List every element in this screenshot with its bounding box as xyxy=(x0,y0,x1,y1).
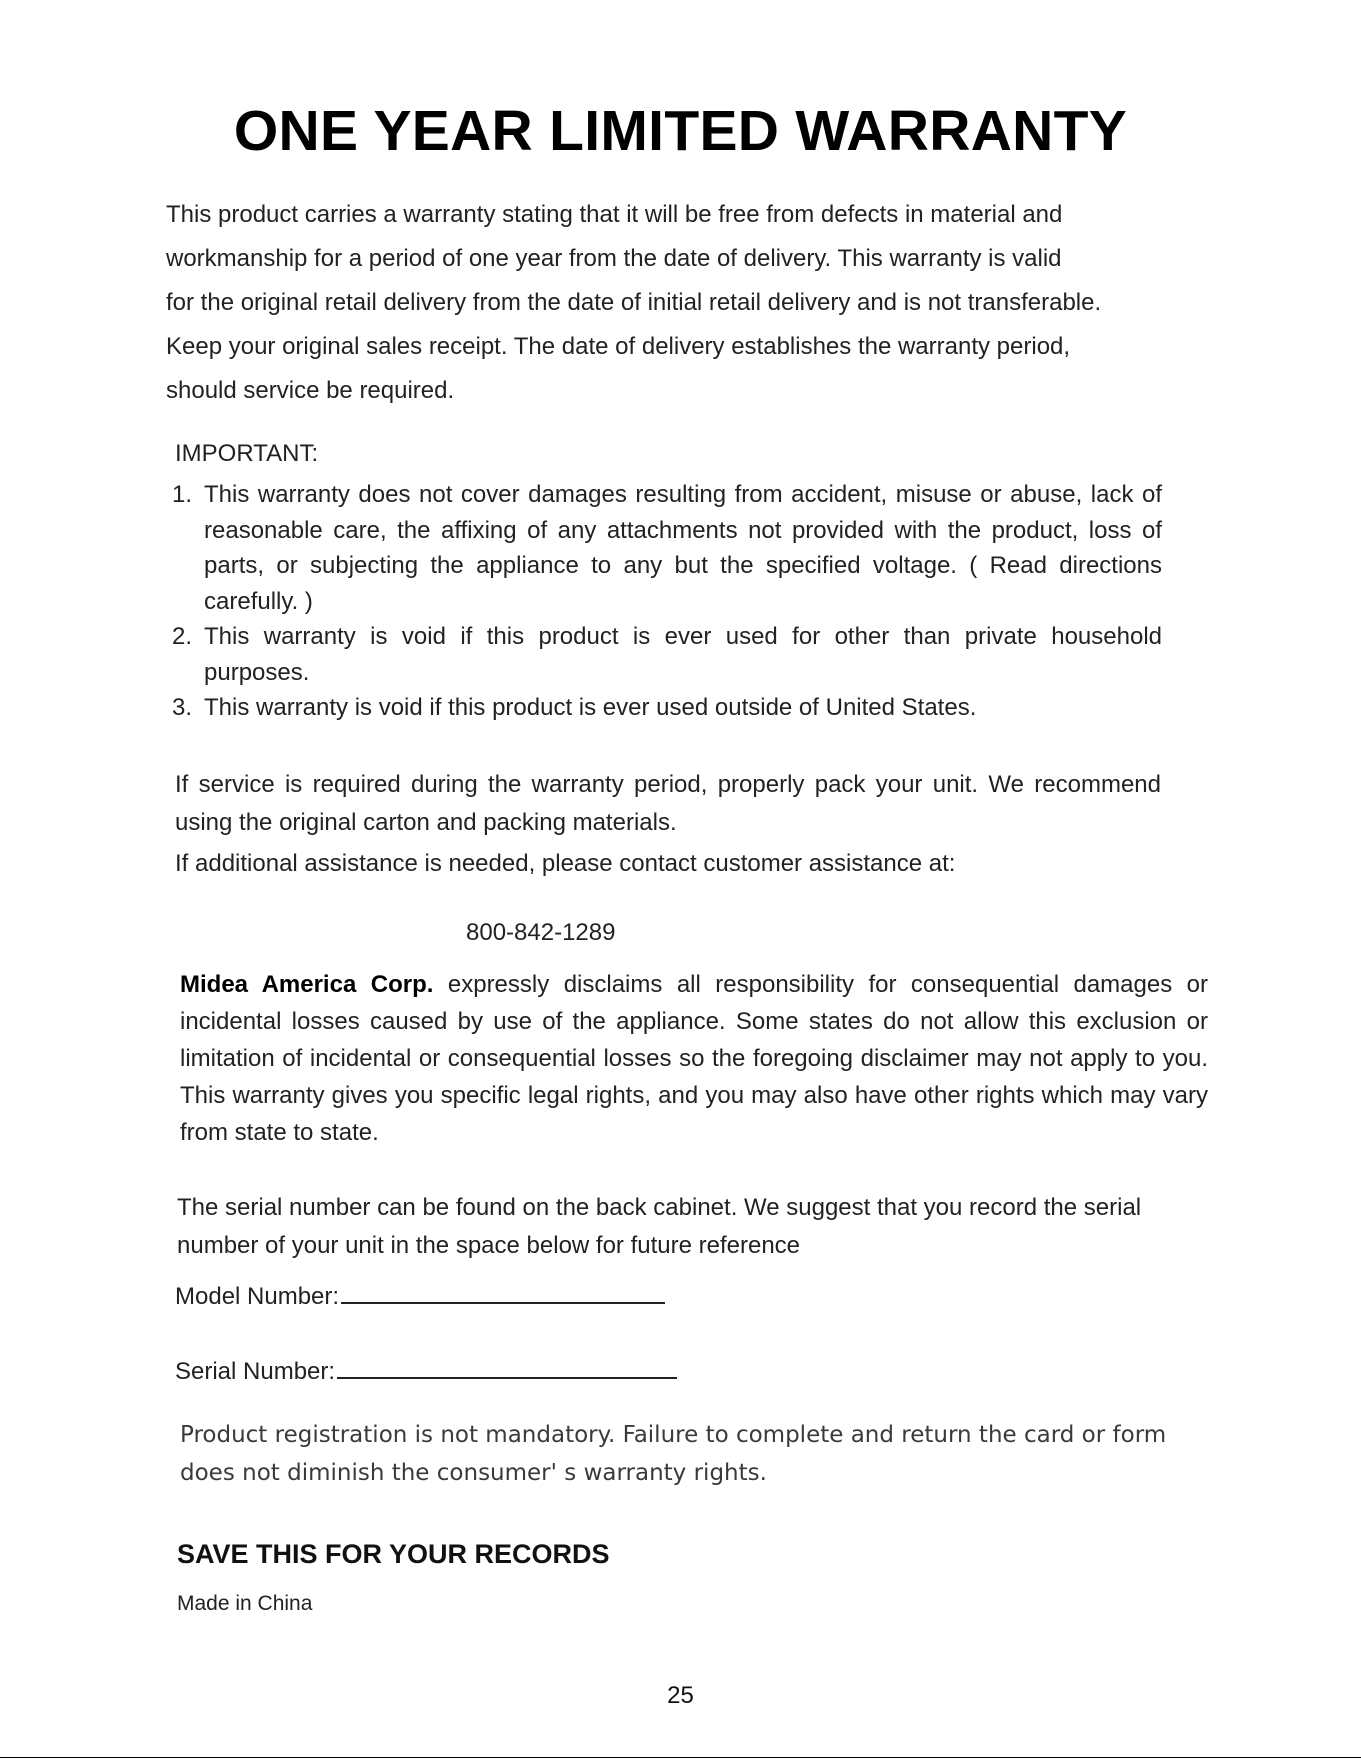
serial-number-field xyxy=(175,1351,677,1390)
save-heading: SAVE THIS FOR YOUR RECORDS xyxy=(177,1539,610,1569)
list-item-number: 1. xyxy=(172,481,193,508)
made-in-label: Made in China xyxy=(177,1592,313,1615)
page-title: ONE YEAR LIMITED WARRANTY xyxy=(233,99,1128,163)
intro-line: should service be required. xyxy=(166,377,455,404)
list-item-number: 2. xyxy=(172,623,193,650)
intro-line: workmanship for a period of one year from the date of delivery. This warranty is valid xyxy=(166,245,1062,272)
serial-info-paragraph: The serial number can be found on the back cabinet. We suggest that you record the serial number of your unit in the space below for future reference xyxy=(177,1194,1142,1259)
important-label: IMPORTANT: xyxy=(175,440,319,467)
list-item xyxy=(172,690,1162,726)
list-item-number: 3. xyxy=(172,694,193,721)
list-item-text: This warranty does not cover damages resulting from accident, misuse or abuse, lack of reasonable care, the affixing of any attachments not provided with the product, loss of parts, or subjecting the appliance to any but the specified voltage. ( Read directions carefully. ) xyxy=(204,481,1162,615)
contact-line: If additional assistance is needed, please contact customer assistance at: xyxy=(175,850,956,877)
list-item-text: This warranty is void if this product is ever used for other than private household purposes. xyxy=(204,623,1162,686)
serial-number-label: Serial Number: xyxy=(175,1358,336,1385)
list-item xyxy=(172,619,1162,690)
intro-line: for the original retail delivery from the date of initial retail delivery and is not transferable. xyxy=(166,289,1102,316)
model-number-label: Model Number: xyxy=(175,1283,340,1310)
list-item xyxy=(172,477,1162,619)
service-paragraph: If service is required during the warranty period, properly pack your unit. We recommend using the original carton and packing materials. xyxy=(175,771,1161,836)
disclaimer-text: expressly disclaims all responsibility for consequential damages or incidental losses caused by use of the appliance. Some states do not allow this exclusion or limitation of incidental or consequential losses so the foregoing disclaimer may not apply to you. This warranty gives you specific legal rights, and you may also have other rights which may vary from state to state. xyxy=(180,971,1209,1146)
registration-note: Product registration is not mandatory. Failure to complete and return the card or form does not diminish the consumer' s warranty rights. xyxy=(180,1422,1167,1486)
intro-paragraph xyxy=(166,193,1206,413)
page-number: 25 xyxy=(667,1682,694,1709)
serial-number-blank[interactable] xyxy=(337,1351,677,1379)
intro-line: This product carries a warranty stating that it will be free from defects in material and xyxy=(166,201,1063,228)
phone-number: 800-842-1289 xyxy=(466,919,616,946)
list-item-text: This warranty is void if this product is ever used outside of United States. xyxy=(204,694,977,721)
company-name: Midea America Corp. xyxy=(180,971,434,998)
bottom-divider xyxy=(0,1757,1361,1758)
model-number-blank[interactable] xyxy=(341,1276,665,1304)
important-list xyxy=(172,477,1162,726)
disclaimer-paragraph xyxy=(180,966,1208,1151)
intro-line: Keep your original sales receipt. The date of delivery establishes the warranty period, xyxy=(166,333,1071,360)
model-number-field xyxy=(175,1276,665,1315)
